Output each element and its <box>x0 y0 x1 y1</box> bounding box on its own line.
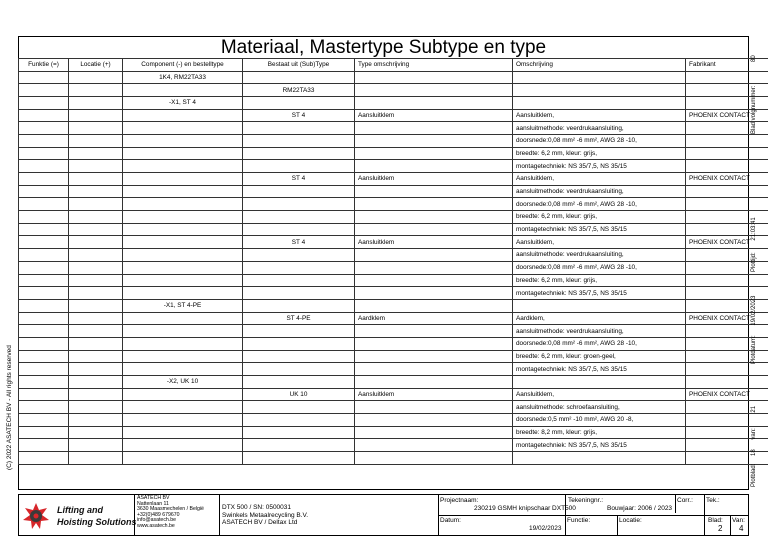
table-row <box>19 71 768 84</box>
table-cell <box>123 160 243 173</box>
table-cell <box>19 414 69 427</box>
table-cell <box>19 363 69 376</box>
table-cell: ST 4 <box>243 236 355 249</box>
table-cell <box>355 350 513 363</box>
table-cell <box>355 401 513 414</box>
table-cell <box>355 337 513 350</box>
table-row <box>19 249 768 262</box>
table-cell <box>69 249 123 262</box>
table-cell <box>69 211 123 224</box>
table-row <box>19 312 768 325</box>
table-row <box>19 452 768 465</box>
table-cell <box>355 249 513 262</box>
table-cell: Aansluitklem, <box>513 109 686 122</box>
corr-label: Corr.: <box>677 497 693 504</box>
table-row <box>19 337 768 350</box>
table-cell: breedte: 8,2 mm, kleur: grijs, <box>513 426 686 439</box>
projectnaam-label: Projectnaam: <box>440 497 479 504</box>
table-cell <box>69 350 123 363</box>
table-cell <box>19 426 69 439</box>
blad-volgnummer <box>751 55 757 134</box>
table-cell <box>69 287 123 300</box>
table-row <box>19 84 768 97</box>
table-cell <box>686 147 768 160</box>
table-cell <box>243 185 355 198</box>
table-cell <box>69 414 123 427</box>
table-cell <box>355 223 513 236</box>
table-cell <box>355 414 513 427</box>
table-cell <box>69 84 123 97</box>
table-cell <box>69 376 123 389</box>
table-cell <box>69 363 123 376</box>
plottijd-value: 21:03:41 <box>751 217 757 241</box>
material-table <box>18 58 768 465</box>
table-cell <box>123 198 243 211</box>
col-header: Component (-) en bestelltype <box>123 59 243 72</box>
brand-line-1: Lifting and <box>57 505 103 515</box>
table-row <box>19 350 768 363</box>
tb-divider <box>134 495 135 535</box>
table-cell <box>69 325 123 338</box>
table-cell <box>123 147 243 160</box>
table-cell <box>243 350 355 363</box>
tb-divider <box>219 495 220 535</box>
tb-hline <box>438 515 749 516</box>
table-cell: ST 4-PE <box>243 312 355 325</box>
col-header: Locatie (+) <box>69 59 123 72</box>
table-row <box>19 223 768 236</box>
table-row <box>19 147 768 160</box>
table-cell <box>69 147 123 160</box>
datum-value: 19/02/2023 <box>529 525 562 532</box>
table-cell: RM22TA33 <box>243 84 355 97</box>
table-cell <box>19 312 69 325</box>
table-cell <box>123 414 243 427</box>
table-cell: Aardklem <box>355 312 513 325</box>
table-cell: Aansluitklem <box>355 236 513 249</box>
table-cell <box>123 325 243 338</box>
table-cell <box>69 134 123 147</box>
company-website: www.asatech.be <box>137 522 175 529</box>
table-cell <box>123 223 243 236</box>
table-row <box>19 439 768 452</box>
table-cell <box>123 185 243 198</box>
plottijd-label: Plottijd: <box>751 252 757 272</box>
table-cell <box>355 325 513 338</box>
table-cell <box>123 452 243 465</box>
table-cell <box>355 299 513 312</box>
table-cell <box>19 173 69 186</box>
table-cell <box>686 274 768 287</box>
table-row <box>19 325 768 338</box>
table-cell <box>355 96 513 109</box>
table-cell <box>123 401 243 414</box>
col-header: Fabrikant <box>686 59 768 72</box>
table-cell <box>355 84 513 97</box>
table-cell <box>355 439 513 452</box>
table-row <box>19 287 768 300</box>
table-cell <box>513 96 686 109</box>
table-cell <box>243 287 355 300</box>
table-cell <box>243 147 355 160</box>
table-cell <box>243 160 355 173</box>
asatech-logo-icon <box>23 503 49 529</box>
table-cell <box>69 452 123 465</box>
table-cell <box>69 426 123 439</box>
table-cell <box>19 401 69 414</box>
table-cell <box>513 299 686 312</box>
table-cell <box>123 274 243 287</box>
table-cell: aansluitmethode: veerdrukaansluiting, <box>513 249 686 262</box>
table-cell <box>686 134 768 147</box>
table-cell <box>243 376 355 389</box>
table-cell <box>69 274 123 287</box>
table-cell <box>19 122 69 135</box>
company-street: Nattenlaan 11 <box>137 500 169 507</box>
table-cell: PHOENIX CONTACT <box>686 173 768 186</box>
table-cell <box>69 173 123 186</box>
table-cell <box>123 388 243 401</box>
table-cell <box>123 134 243 147</box>
van-value: 4 <box>739 524 744 533</box>
table-cell <box>19 299 69 312</box>
table-cell: doorsnede:0,5 mm² -10 mm², AWG 20 -8, <box>513 414 686 427</box>
title-block <box>18 494 749 536</box>
company-email: info@asatech.be <box>137 517 177 524</box>
table-cell <box>123 426 243 439</box>
table-cell <box>355 211 513 224</box>
table-header <box>19 59 768 72</box>
table-cell <box>513 376 686 389</box>
projectnaam-value: 230219 GSMH knipschaar DXT500 <box>474 505 576 512</box>
table-cell <box>69 198 123 211</box>
blad-volgnummer-label: Blad volgnummer: <box>751 85 757 134</box>
table-cell <box>19 84 69 97</box>
table-cell: montagetechniek: NS 35/7,5, NS 35/15 <box>513 160 686 173</box>
table-cell <box>243 363 355 376</box>
table-cell <box>243 299 355 312</box>
table-cell <box>243 439 355 452</box>
table-cell <box>513 71 686 84</box>
company-address <box>137 496 204 530</box>
table-cell <box>243 414 355 427</box>
table-cell <box>19 452 69 465</box>
table-cell <box>355 160 513 173</box>
table-cell <box>123 287 243 300</box>
table-cell <box>19 325 69 338</box>
table-cell <box>69 261 123 274</box>
plotdatum-label: Plotdatum: <box>751 335 757 364</box>
table-row <box>19 363 768 376</box>
table-cell: Aansluitklem <box>355 173 513 186</box>
plotdatum-value: 19/02/2023 <box>751 295 757 326</box>
table-cell <box>686 160 768 173</box>
table-cell <box>355 147 513 160</box>
table-cell: -X1, ST 4 <box>123 96 243 109</box>
table-cell <box>243 223 355 236</box>
plotblad-value: 18 <box>751 449 757 456</box>
table-cell <box>69 71 123 84</box>
col-header: Bestaat uit (Sub)Type <box>243 59 355 72</box>
table-cell <box>123 84 243 97</box>
table-cell <box>243 337 355 350</box>
table-cell <box>19 185 69 198</box>
table-cell <box>19 236 69 249</box>
table-cell: ST 4 <box>243 109 355 122</box>
table-cell <box>69 109 123 122</box>
company-name: ASATECH BV <box>137 495 170 501</box>
table-cell <box>243 401 355 414</box>
table-cell: aansluitmethode: schroefaansluiting, <box>513 401 686 414</box>
table-cell <box>513 452 686 465</box>
table-cell <box>69 160 123 173</box>
plottijd <box>751 217 757 272</box>
plotblad-label: Plotblad: <box>751 463 757 487</box>
table-cell: Aansluitklem <box>355 388 513 401</box>
col-header: Funktie (=) <box>19 59 69 72</box>
table-cell <box>686 376 768 389</box>
table-cell: breedte: 6,2 mm, kleur: grijs, <box>513 274 686 287</box>
table-cell <box>19 439 69 452</box>
table-cell <box>123 122 243 135</box>
blad-volgnummer-value: 80 <box>751 55 757 62</box>
tekeningnr-label: Tekeningnr.: <box>568 497 604 504</box>
table-cell <box>355 198 513 211</box>
table-cell <box>123 439 243 452</box>
table-cell <box>19 147 69 160</box>
table-cell: montagetechniek: NS 35/7,5, NS 35/15 <box>513 287 686 300</box>
tek-label: Tek.: <box>706 497 720 504</box>
tb-divider <box>704 495 705 535</box>
van-label: Van: <box>732 517 745 524</box>
table-cell <box>686 363 768 376</box>
table-cell: PHOENIX CONTACT <box>686 109 768 122</box>
table-cell: PHOENIX CONTACT <box>686 236 768 249</box>
table-cell <box>243 122 355 135</box>
table-row <box>19 388 768 401</box>
table-cell <box>69 185 123 198</box>
table-row <box>19 134 768 147</box>
table-cell <box>19 109 69 122</box>
table-cell: doorsnede:0,08 mm² -6 mm², AWG 28 -10, <box>513 198 686 211</box>
table-cell <box>686 198 768 211</box>
table-cell <box>19 71 69 84</box>
table-row <box>19 109 768 122</box>
table-cell <box>243 211 355 224</box>
table-row <box>19 211 768 224</box>
locatie-label: Locatie: <box>619 517 642 524</box>
company-phone: +32(0)489 679670 <box>137 511 180 518</box>
table-cell <box>355 71 513 84</box>
table-row <box>19 414 768 427</box>
table-cell <box>123 363 243 376</box>
table-cell: UK 10 <box>243 388 355 401</box>
table-cell: montagetechniek: NS 35/7,5, NS 35/15 <box>513 439 686 452</box>
table-cell: Aansluitklem <box>355 109 513 122</box>
table-cell <box>513 84 686 97</box>
brand-line-2: Hoisting Solutions <box>57 517 137 527</box>
table-cell <box>19 211 69 224</box>
table-cell <box>69 223 123 236</box>
table-row <box>19 376 768 389</box>
table-cell: doorsnede:0,08 mm² -6 mm², AWG 28 -10, <box>513 261 686 274</box>
table-cell <box>355 122 513 135</box>
table-row <box>19 401 768 414</box>
table-cell <box>123 249 243 262</box>
table-cell: 1K4, RM22TA33 <box>123 71 243 84</box>
table-cell <box>243 274 355 287</box>
table-row <box>19 299 768 312</box>
table-cell <box>243 134 355 147</box>
datum-label: Datum: <box>440 517 461 524</box>
table-cell <box>243 452 355 465</box>
blad-label: Blad: <box>708 517 723 524</box>
table-cell <box>686 185 768 198</box>
functie-label: Functie: <box>567 517 591 524</box>
table-row <box>19 198 768 211</box>
table-cell: -X1, ST 4-PE <box>123 299 243 312</box>
plot-van-label: van: <box>751 428 757 440</box>
table-cell: aansluitmethode: veerdrukaansluiting, <box>513 325 686 338</box>
table-cell <box>123 109 243 122</box>
table-row <box>19 426 768 439</box>
blad-value: 2 <box>718 524 723 533</box>
table-cell <box>243 96 355 109</box>
table-cell <box>355 261 513 274</box>
table-cell <box>69 388 123 401</box>
table-cell <box>19 376 69 389</box>
table-cell <box>355 185 513 198</box>
company-city: 3630 Maasmechelen / België <box>137 506 204 513</box>
table-cell <box>19 96 69 109</box>
table-cell <box>243 249 355 262</box>
table-cell <box>123 337 243 350</box>
table-cell: aansluitmethode: veerdrukaansluiting, <box>513 185 686 198</box>
table-cell <box>19 134 69 147</box>
table-cell <box>355 274 513 287</box>
table-cell <box>355 452 513 465</box>
table-cell <box>19 337 69 350</box>
table-cell <box>19 160 69 173</box>
table-cell: Aansluitklem, <box>513 173 686 186</box>
table-cell: PHOENIX CONTACT <box>686 312 768 325</box>
table-row <box>19 274 768 287</box>
tb-divider <box>565 495 566 535</box>
plotblad <box>751 406 757 487</box>
table-cell <box>243 71 355 84</box>
table-cell: Aansluitklem, <box>513 236 686 249</box>
copyright: (C) 2022 ASATECH BV - All rights reserved <box>6 345 13 470</box>
table-cell <box>355 363 513 376</box>
table-cell <box>19 261 69 274</box>
table-cell <box>123 236 243 249</box>
plot-van-value: 21 <box>751 405 757 413</box>
table-cell <box>69 299 123 312</box>
page-title: Materiaal, Mastertype Subtype en type <box>220 37 547 58</box>
table-cell <box>19 274 69 287</box>
table-cell: Aansluitklem, <box>513 388 686 401</box>
table-cell: breedte: 6,2 mm, kleur: grijs, <box>513 211 686 224</box>
plotdatum <box>751 296 757 364</box>
table-cell <box>123 350 243 363</box>
table-cell <box>19 287 69 300</box>
table-cell: montagetechniek: NS 35/7,5, NS 35/15 <box>513 223 686 236</box>
table-cell <box>355 134 513 147</box>
table-row <box>19 122 768 135</box>
table-cell: PHOENIX CONTACT <box>686 388 768 401</box>
table-row <box>19 160 768 173</box>
col-header: Omschrijving <box>513 59 686 72</box>
client-name: Swinkels Metaalrecycling B.V. <box>222 511 309 519</box>
table-cell <box>69 337 123 350</box>
table-cell <box>19 350 69 363</box>
table-cell <box>69 401 123 414</box>
table-cell <box>243 426 355 439</box>
table-cell <box>123 211 243 224</box>
table-cell: breedte: 6,2 mm, kleur: grijs, <box>513 147 686 160</box>
table-cell: Aardklem, <box>513 312 686 325</box>
table-cell <box>69 122 123 135</box>
table-cell <box>243 325 355 338</box>
table-cell <box>19 223 69 236</box>
table-cell: doorsnede:0,08 mm² -6 mm², AWG 28 -10, <box>513 134 686 147</box>
table-cell: aansluitmethode: veerdrukaansluiting, <box>513 122 686 135</box>
supplier-name: ASATECH BV / Deltax Ltd <box>222 519 298 526</box>
table-cell <box>69 236 123 249</box>
table-cell <box>243 198 355 211</box>
table-cell <box>19 198 69 211</box>
tb-divider <box>617 515 618 535</box>
table-row <box>19 173 768 186</box>
tb-divider <box>675 495 676 513</box>
table-cell <box>355 287 513 300</box>
table-cell: ST 4 <box>243 173 355 186</box>
table-cell <box>123 312 243 325</box>
table-cell <box>69 96 123 109</box>
table-cell <box>123 173 243 186</box>
table-cell <box>243 261 355 274</box>
bouwjaar: Bouwjaar: 2006 / 2023 <box>607 505 673 512</box>
project-lines <box>222 504 308 527</box>
table-cell: breedte: 6,2 mm, kleur: groen-geel, <box>513 350 686 363</box>
machine-serial: DTX 500 / SN: 0500031 <box>222 504 292 511</box>
col-header: Type omschrijving <box>355 59 513 72</box>
table-row <box>19 185 768 198</box>
table-cell <box>19 249 69 262</box>
table-cell <box>69 312 123 325</box>
table-cell: -X2, UK 10 <box>123 376 243 389</box>
table-cell <box>355 376 513 389</box>
table-cell <box>355 426 513 439</box>
table-row <box>19 96 768 109</box>
table-row <box>19 236 768 249</box>
table-cell <box>123 261 243 274</box>
table-cell: montagetechniek: NS 35/7,5, NS 35/15 <box>513 363 686 376</box>
table-cell <box>19 388 69 401</box>
table-cell: doorsnede:0,08 mm² -6 mm², AWG 28 -10, <box>513 337 686 350</box>
table-row <box>19 261 768 274</box>
tb-divider <box>730 515 731 535</box>
table-cell <box>69 439 123 452</box>
